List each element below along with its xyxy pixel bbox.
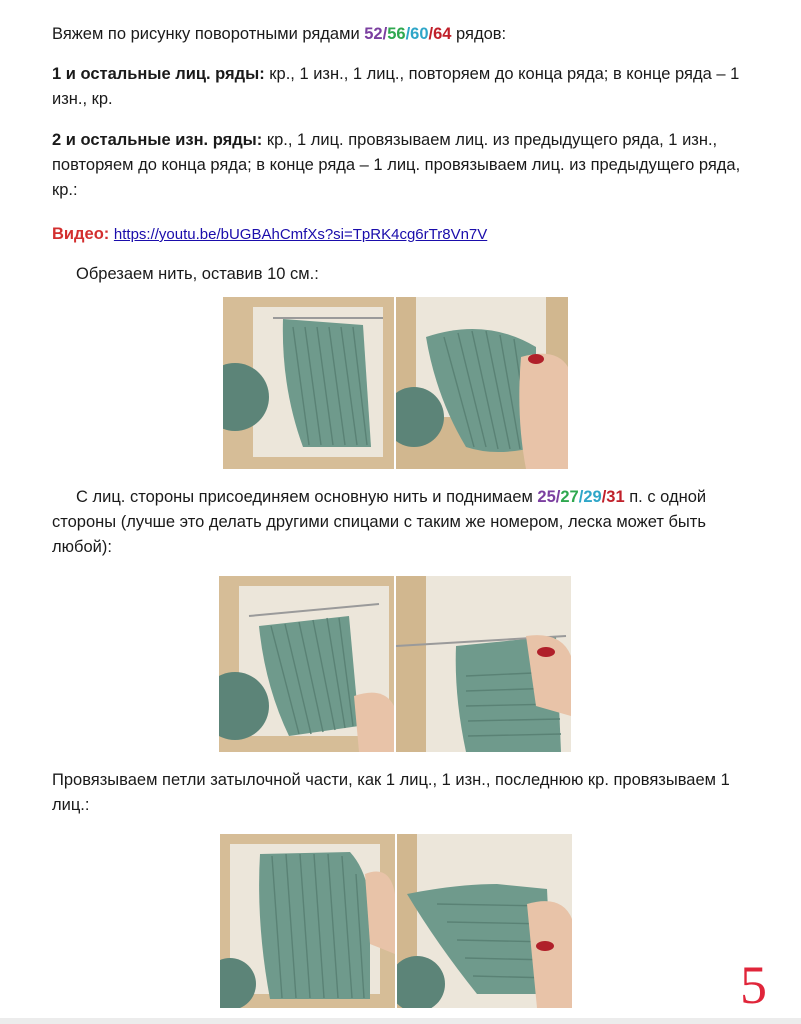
knit-photo-3a [220,834,395,1008]
rows-size-3: 60 [410,25,429,43]
knit-photo-2a [219,576,394,752]
rows-size-2: 56 [387,25,406,43]
join-text: С лиц. стороны присоединяем основную нить и поднимаем [76,488,538,506]
knit-back-text: Провязываем петли затылочной части, как 1 лиц., 1 изн., последнюю кр. провязываем 1 лиц.: [52,771,730,814]
rows-size-4: 64 [433,25,452,43]
sep: / [578,488,584,506]
row1-text: кр., 1 изн., 1 лиц., повторяем до конца ряда; в конце ряда – 1 изн., кр. [52,65,740,108]
stitch-size-2: 27 [560,488,579,506]
row2-label: 2 и остальные изн. ряды: [52,131,263,149]
page-number: 5 [740,955,767,1015]
row2-paragraph [52,128,761,203]
row1-label: 1 и остальные лиц. ряды: [52,65,265,83]
intro-suffix: рядов: [451,25,507,43]
intro-text: Вяжем по рисунку поворотными рядами [52,25,365,43]
photo-row-3 [220,834,572,1008]
video-label: Видео: [52,225,110,243]
join-suffix: п. с одной стороны (лучше это делать другими спицами с таким же номером, леска может быть любой): [52,488,707,556]
row2-text: кр., 1 лиц. провязываем лиц. из предыдущего ряда, 1 изн., повторяем до конца ряда; в конце ряда – 1 лиц. провязываем лиц. из предыдущего ряда, кр.: [52,131,741,199]
photo-row-1 [223,297,568,469]
stitch-size-1: 25 [537,488,556,506]
photo-row-2 [219,576,571,752]
knit-photo-1a [223,297,394,469]
bottom-bar [0,1018,801,1024]
cut-paragraph [52,262,761,287]
knit-back-paragraph [52,768,761,818]
sep: / [601,488,607,506]
sep: / [405,25,411,43]
stitch-size-3: 29 [583,488,602,506]
join-paragraph [52,485,761,560]
sep: / [428,25,434,43]
video-paragraph [52,222,761,247]
knit-photo-3b [397,834,572,1008]
intro-paragraph [52,22,761,47]
sep: / [382,25,388,43]
rows-size-1: 52 [364,25,383,43]
knit-photo-1b [396,297,568,469]
sep: / [555,488,561,506]
cut-text: Обрезаем нить, оставив 10 см.: [76,265,319,283]
row1-paragraph [52,62,761,112]
stitch-size-4: 31 [606,488,625,506]
knit-photo-2b [396,576,571,752]
video-link[interactable]: https://youtu.be/bUGBAhCmfXs?si=TpRK4cg6rTr8Vn7V [113,226,488,243]
